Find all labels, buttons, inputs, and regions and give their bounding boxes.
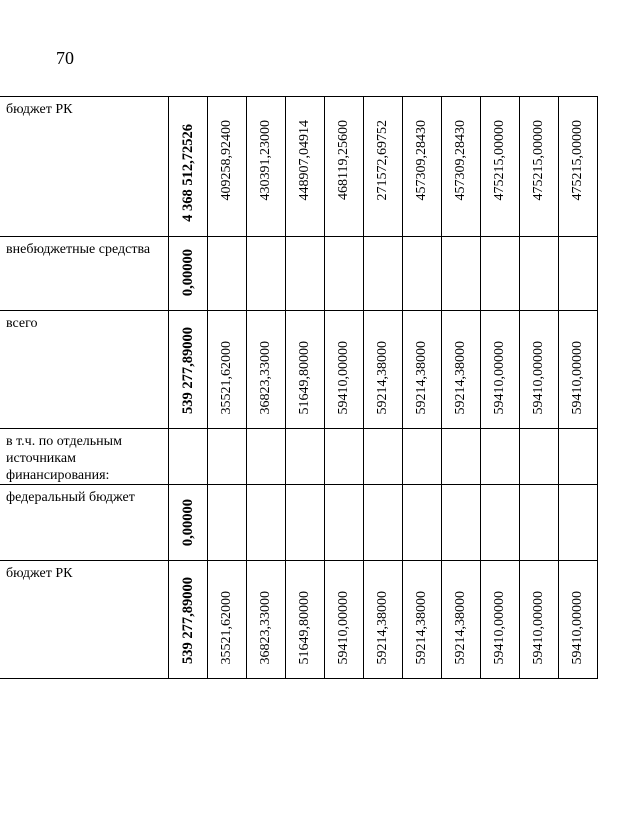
value-cell: [441, 237, 480, 311]
value-cell: [246, 561, 285, 679]
value-cell: [324, 97, 363, 237]
value-cell: [363, 429, 402, 485]
cell-value: 51649,80000: [296, 590, 312, 664]
value-cell: [207, 97, 246, 237]
value-cell: [363, 311, 402, 429]
table-row: [0, 561, 597, 679]
value-cell: [402, 485, 441, 561]
row-label: в т.ч. по отдельным источникам финансирования:: [0, 429, 168, 485]
cell-value: 59410,00000: [491, 590, 507, 664]
value-cell: [324, 429, 363, 485]
value-cell: [402, 97, 441, 237]
cell-value: 59410,00000: [569, 340, 585, 414]
cell-value: 457309,28430: [413, 119, 429, 200]
cell-value: 59214,38000: [452, 590, 468, 664]
value-cell: [480, 429, 519, 485]
value-cell: [246, 237, 285, 311]
value-cell: [441, 485, 480, 561]
row-label: федеральный бюджет: [0, 485, 168, 561]
row-label: бюджет РК: [0, 97, 168, 237]
value-cell: [519, 237, 558, 311]
value-cell: [363, 561, 402, 679]
cell-value: 59410,00000: [335, 590, 351, 664]
value-cell: [558, 97, 597, 237]
value-cell: [324, 311, 363, 429]
cell-value: 457309,28430: [452, 119, 468, 200]
value-cell: [402, 561, 441, 679]
financing-table: [0, 96, 598, 679]
total-cell: [168, 97, 207, 237]
value-cell: [207, 429, 246, 485]
value-cell: [246, 311, 285, 429]
cell-value: 475215,00000: [491, 119, 507, 200]
value-cell: [207, 561, 246, 679]
value-cell: [480, 311, 519, 429]
row-label: бюджет РК: [0, 561, 168, 679]
cell-value: 59214,38000: [374, 340, 390, 414]
value-cell: [324, 237, 363, 311]
cell-value: 475215,00000: [569, 119, 585, 200]
page-number: 70: [56, 48, 74, 68]
total-cell: [168, 311, 207, 429]
cell-value: 59410,00000: [530, 340, 546, 414]
value-cell: [519, 485, 558, 561]
value-cell: [441, 429, 480, 485]
value-cell: [363, 237, 402, 311]
cell-value: 59214,38000: [413, 590, 429, 664]
value-cell: [363, 97, 402, 237]
total-value: 539 277,89000: [179, 577, 196, 664]
cell-value: 36823,33000: [257, 340, 273, 414]
value-cell: [558, 311, 597, 429]
table-row: [0, 311, 597, 429]
cell-value: 59410,00000: [491, 340, 507, 414]
value-cell: [246, 97, 285, 237]
cell-value: 430391,23000: [257, 119, 273, 200]
cell-value: 51649,80000: [296, 340, 312, 414]
value-cell: [480, 237, 519, 311]
table-row: [0, 97, 597, 237]
total-cell: [168, 237, 207, 311]
value-cell: [480, 97, 519, 237]
cell-value: 59214,38000: [374, 590, 390, 664]
value-cell: [402, 311, 441, 429]
total-value: 0,00000: [179, 498, 196, 546]
value-cell: [324, 485, 363, 561]
value-cell: [558, 485, 597, 561]
cell-value: 59214,38000: [413, 340, 429, 414]
value-cell: [519, 561, 558, 679]
cell-value: 36823,33000: [257, 590, 273, 664]
cell-value: 59214,38000: [452, 340, 468, 414]
value-cell: [519, 97, 558, 237]
value-cell: [207, 485, 246, 561]
total-value: 4 368 512,72526: [179, 124, 196, 222]
value-cell: [519, 311, 558, 429]
row-label: внебюджетные средства: [0, 237, 168, 311]
value-cell: [558, 429, 597, 485]
value-cell: [285, 485, 324, 561]
cell-value: 35521,62000: [218, 340, 234, 414]
row-label: всего: [0, 311, 168, 429]
value-cell: [558, 561, 597, 679]
cell-value: 59410,00000: [335, 340, 351, 414]
value-cell: [480, 485, 519, 561]
total-cell: [168, 429, 207, 485]
value-cell: [441, 311, 480, 429]
cell-value: 271572,69752: [374, 119, 390, 200]
cell-value: 448907,04914: [296, 119, 312, 200]
value-cell: [558, 237, 597, 311]
value-cell: [441, 97, 480, 237]
value-cell: [402, 237, 441, 311]
value-cell: [207, 311, 246, 429]
value-cell: [441, 561, 480, 679]
value-cell: [324, 561, 363, 679]
value-cell: [285, 311, 324, 429]
value-cell: [480, 561, 519, 679]
table-row: [0, 429, 597, 485]
value-cell: [285, 561, 324, 679]
value-cell: [285, 237, 324, 311]
cell-value: 409258,92400: [218, 119, 234, 200]
value-cell: [246, 485, 285, 561]
table-row: [0, 237, 597, 311]
table-row: [0, 485, 597, 561]
cell-value: 475215,00000: [530, 119, 546, 200]
total-cell: [168, 485, 207, 561]
total-value: 539 277,89000: [179, 327, 196, 414]
cell-value: 35521,62000: [218, 590, 234, 664]
total-value: 0,00000: [179, 248, 196, 296]
cell-value: 468119,25600: [335, 120, 351, 200]
cell-value: 59410,00000: [530, 590, 546, 664]
value-cell: [207, 237, 246, 311]
value-cell: [285, 97, 324, 237]
cell-value: 59410,00000: [569, 590, 585, 664]
value-cell: [519, 429, 558, 485]
value-cell: [285, 429, 324, 485]
value-cell: [363, 485, 402, 561]
value-cell: [246, 429, 285, 485]
total-cell: [168, 561, 207, 679]
value-cell: [402, 429, 441, 485]
